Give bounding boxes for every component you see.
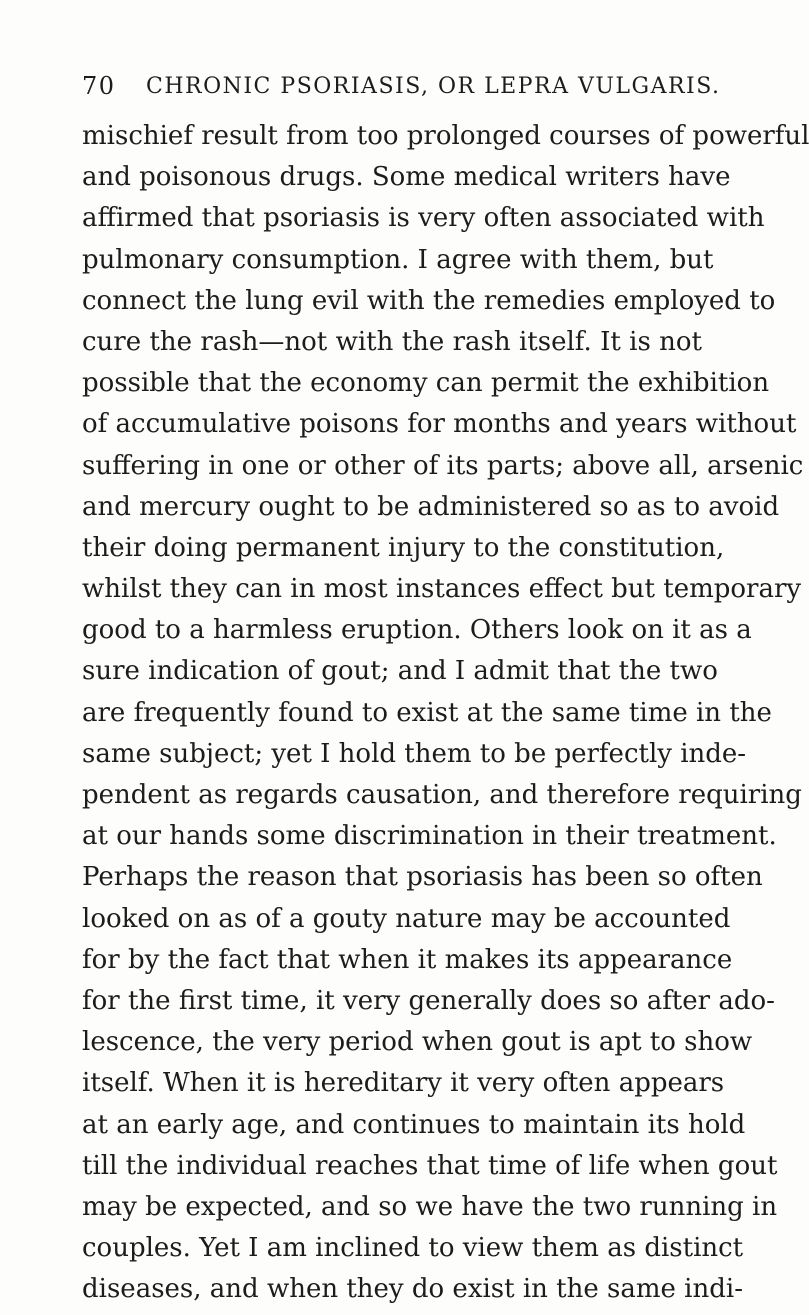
text-line: itself. When it is hereditary it very often appears <box>82 1068 725 1099</box>
text-line: for by the fact that when it makes its appearance <box>82 944 733 975</box>
text-line: and mercury ought to be administered so as to avoid <box>82 491 780 522</box>
text-line: mischief result from too prolonged courses of powerful <box>82 121 809 151</box>
running-title: CHRONIC PSORIASIS, OR LEPRA VULGARIS. <box>146 74 721 99</box>
text-line: couples. Yet I am inclined to view them as distinct <box>82 1233 744 1264</box>
text-line: their doing permanent injury to the constitution, <box>82 532 725 563</box>
text-line: at an early age, and continues to maintain its hold <box>82 1109 746 1140</box>
text-line: of accumulative poisons for months and years without <box>82 409 797 440</box>
text-line: till the individual reaches that time of life when gout <box>82 1150 778 1181</box>
text-line: pulmonary consumption. I agree with them, but <box>82 244 714 275</box>
text-line: looked on as of a gouty nature may be accounted <box>82 903 731 934</box>
text-line: at our hands some discrimination in their treatment. <box>82 821 777 852</box>
text-line: and poisonous drugs. Some medical writers have <box>82 162 731 193</box>
text-line: same subject; yet I hold them to be perfectly inde- <box>82 738 747 769</box>
body-text <box>82 116 809 1310</box>
text-line: sure indication of gout; and I admit that the two <box>82 656 718 687</box>
text-line: Perhaps the reason that psoriasis has been so often <box>82 862 763 893</box>
running-head <box>82 72 721 112</box>
text-line: are frequently found to exist at the same time in the <box>82 697 772 728</box>
text-line: possible that the economy can permit the exhibition <box>82 368 770 399</box>
text-line: cure the rash—not with the rash itself. It is not <box>82 326 702 357</box>
text-line: diseases, and when they do exist in the same indi- <box>82 1274 743 1305</box>
text-line: may be expected, and so we have the two running in <box>82 1191 778 1222</box>
text-line: affirmed that psoriasis is very often associated with <box>82 203 765 234</box>
text-line: whilst they can in most instances effect but temporary <box>82 574 802 605</box>
text-line: pendent as regards causation, and therefore requiring <box>82 780 802 810</box>
text-line: lescence, the very period when gout is apt to show <box>82 1027 753 1058</box>
text-line: connect the lung evil with the remedies employed to <box>82 285 776 316</box>
page-number: 70 <box>82 72 116 100</box>
text-line: suffering in one or other of its parts; above all, arsenic <box>82 450 804 481</box>
text-line: good to a harmless eruption. Others look on it as a <box>82 615 752 646</box>
text-line: for the first time, it very generally does so after ado- <box>82 985 775 1016</box>
